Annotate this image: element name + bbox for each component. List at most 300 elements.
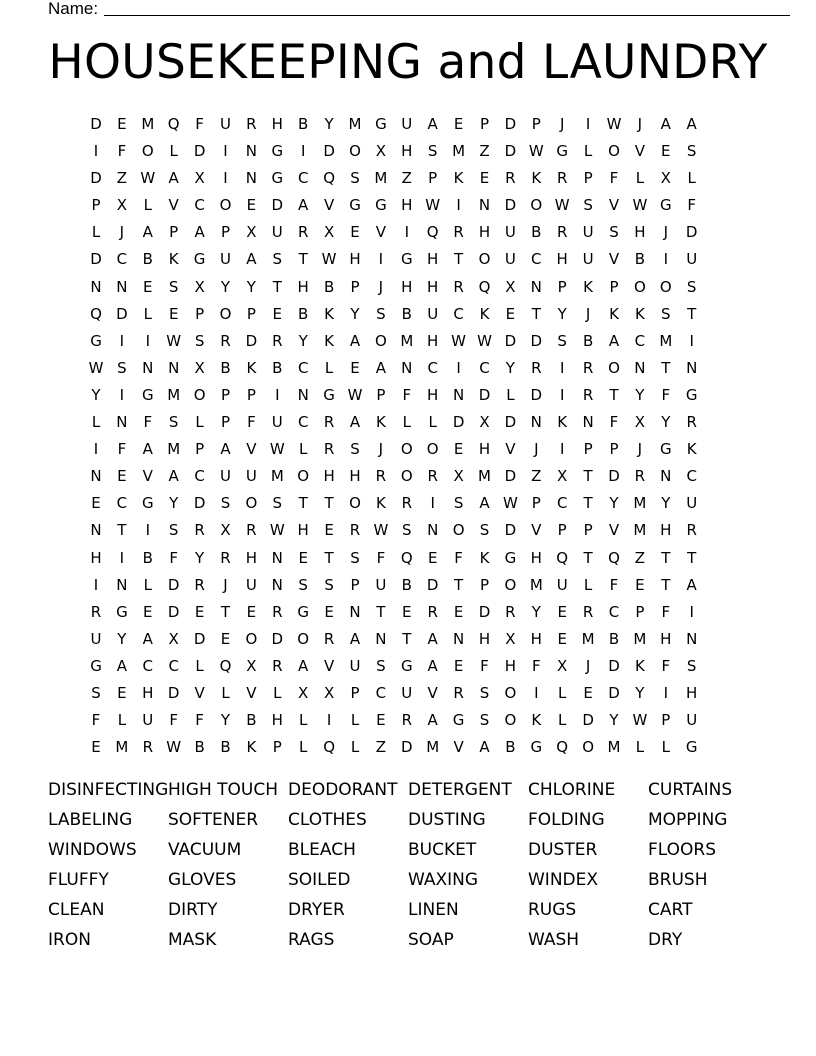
- grid-letter: O: [582, 738, 594, 757]
- grid-letter: S: [194, 331, 205, 350]
- grid-letter: X: [116, 196, 128, 215]
- grid-letter: H: [504, 656, 517, 675]
- grid-letter: D: [685, 223, 698, 242]
- grid-letter: A: [142, 629, 153, 648]
- grid-letter: S: [350, 548, 360, 567]
- grid-letter: A: [427, 629, 438, 648]
- grid-letter: O: [608, 142, 620, 161]
- grid-letter: K: [375, 413, 386, 432]
- grid-letter: C: [608, 602, 620, 621]
- grid-letter: E: [505, 304, 516, 323]
- grid-letter: T: [324, 494, 334, 513]
- grid-letter: B: [298, 115, 309, 133]
- grid-letter: I: [585, 115, 591, 133]
- grid-letter: B: [220, 358, 231, 377]
- grid-letter: N: [168, 358, 180, 377]
- grid-letter: H: [401, 142, 413, 161]
- grid-letter: Y: [195, 548, 205, 567]
- grid-letter: E: [272, 304, 283, 323]
- grid-letter: X: [246, 223, 257, 242]
- grid-letter: D: [167, 575, 180, 594]
- grid-letter: I: [663, 683, 669, 702]
- grid-letter: P: [195, 304, 205, 323]
- grid-letter: J: [637, 115, 643, 133]
- grid-letter: W: [451, 331, 467, 350]
- grid-letter: K: [634, 656, 645, 675]
- grid-letter: H: [297, 277, 309, 296]
- grid-letter: P: [350, 683, 360, 702]
- grid-letter: D: [323, 142, 335, 161]
- word-list-item: CLOTHES: [288, 810, 367, 830]
- grid-letter: P: [531, 115, 541, 133]
- grid-letter: H: [478, 629, 491, 648]
- grid-letter: C: [686, 467, 697, 486]
- grid-letter: X: [246, 656, 257, 675]
- grid-letter: D: [504, 467, 517, 486]
- grid-letter: V: [505, 440, 516, 459]
- grid-letter: E: [453, 440, 464, 459]
- grid-letter: U: [220, 467, 231, 486]
- grid-letter: H: [90, 548, 102, 567]
- grid-letter: N: [90, 521, 102, 540]
- grid-letter: G: [400, 250, 413, 269]
- grid-letter: F: [609, 413, 619, 432]
- grid-letter: I: [559, 358, 565, 377]
- grid-letter: B: [272, 358, 283, 377]
- grid-letter: P: [583, 521, 593, 540]
- grid-letter: T: [272, 277, 282, 296]
- grid-letter: O: [219, 304, 232, 323]
- grid-letter: V: [375, 223, 387, 242]
- grid-letter: T: [687, 548, 697, 567]
- grid-letter: D: [478, 385, 491, 404]
- grid-letter: T: [583, 548, 593, 567]
- grid-letter: S: [402, 521, 412, 540]
- grid-letter: I: [300, 142, 306, 161]
- name-write-line: [104, 15, 790, 16]
- grid-letter: E: [453, 115, 464, 133]
- grid-letter: M: [478, 467, 491, 486]
- grid-letter: T: [583, 494, 593, 513]
- grid-letter: V: [608, 196, 620, 215]
- grid-letter: O: [219, 196, 232, 215]
- grid-letter: T: [661, 548, 671, 567]
- grid-letter: F: [454, 548, 463, 567]
- grid-letter: S: [91, 683, 101, 702]
- word-list-item: GLOVES: [168, 870, 237, 890]
- grid-letter: V: [608, 521, 620, 540]
- grid-letter: T: [220, 602, 231, 621]
- grid-letter: T: [661, 358, 671, 377]
- word-list-item: HIGH TOUCH: [168, 780, 279, 800]
- grid-letter: K: [531, 169, 542, 188]
- grid-letter: O: [297, 629, 310, 648]
- grid-letter: H: [634, 223, 646, 242]
- grid-letter: R: [272, 656, 283, 675]
- grid-letter: Y: [635, 683, 645, 702]
- grid-letter: B: [323, 277, 335, 296]
- grid-letter: P: [583, 169, 593, 188]
- grid-letter: D: [90, 169, 102, 188]
- grid-letter: U: [245, 467, 257, 486]
- grid-letter: C: [556, 494, 568, 513]
- grid-letter: L: [506, 385, 515, 404]
- grid-letter: F: [195, 711, 204, 730]
- grid-letter: R: [453, 683, 464, 702]
- grid-letter: W: [425, 196, 441, 215]
- grid-letter: M: [452, 142, 466, 161]
- grid-letter: U: [686, 711, 698, 730]
- grid-letter: L: [91, 223, 101, 242]
- grid-letter: N: [245, 169, 257, 188]
- grid-letter: E: [583, 683, 593, 702]
- grid-letter: S: [117, 358, 127, 377]
- grid-letter: A: [608, 331, 620, 350]
- grid-letter: I: [275, 385, 280, 404]
- grid-letter: N: [116, 413, 128, 432]
- grid-letter: E: [557, 602, 567, 621]
- grid-letter: W: [321, 250, 337, 269]
- grid-letter: H: [401, 277, 413, 296]
- grid-letter: D: [582, 711, 594, 730]
- grid-letter: E: [117, 467, 127, 486]
- grid-letter: N: [271, 575, 283, 594]
- grid-letter: N: [530, 277, 542, 296]
- grid-letter: D: [90, 250, 102, 269]
- grid-letter: T: [298, 250, 308, 269]
- grid-letter: M: [607, 738, 621, 757]
- grid-letter: S: [350, 440, 360, 459]
- grid-letter: L: [299, 440, 308, 459]
- grid-letter: G: [530, 738, 543, 757]
- grid-letter: F: [661, 602, 671, 621]
- grid-letter: T: [531, 304, 541, 323]
- grid-letter: S: [479, 521, 490, 540]
- grid-letter: C: [479, 358, 490, 377]
- grid-letter: L: [299, 738, 308, 757]
- grid-letter: A: [246, 250, 257, 269]
- grid-letter: D: [193, 142, 206, 161]
- grid-letter: R: [556, 169, 568, 188]
- grid-letter: S: [220, 494, 231, 513]
- grid-letter: D: [167, 602, 180, 621]
- grid-letter: U: [686, 494, 698, 513]
- grid-letter: D: [271, 629, 284, 648]
- grid-letter: I: [378, 250, 384, 269]
- grid-letter: E: [402, 602, 412, 621]
- grid-letter: O: [633, 277, 646, 296]
- grid-letter: K: [479, 548, 490, 567]
- grid-letter: E: [376, 711, 386, 730]
- grid-letter: Y: [246, 277, 256, 296]
- grid-letter: Y: [635, 385, 645, 404]
- grid-letter: G: [659, 196, 672, 215]
- grid-letter: N: [90, 467, 102, 486]
- grid-letter: F: [661, 656, 671, 675]
- grid-letter: U: [504, 250, 516, 269]
- grid-letter: U: [375, 575, 387, 594]
- word-list-item: CLEAN: [48, 900, 105, 920]
- grid-letter: N: [245, 142, 257, 161]
- grid-letter: X: [479, 413, 490, 432]
- grid-letter: N: [349, 602, 361, 621]
- grid-letter: O: [349, 494, 361, 513]
- grid-letter: G: [271, 169, 284, 188]
- grid-letter: O: [141, 142, 154, 161]
- grid-letter: B: [298, 304, 309, 323]
- word-list-item: CHLORINE: [528, 780, 616, 800]
- word-list-item: FLOORS: [648, 840, 717, 860]
- grid-letter: S: [453, 494, 464, 513]
- grid-letter: L: [428, 413, 437, 432]
- word-list-item: CURTAINS: [648, 780, 733, 800]
- grid-letter: F: [687, 196, 696, 215]
- grid-letter: I: [534, 683, 539, 702]
- grid-letter: O: [193, 385, 206, 404]
- grid-letter: N: [660, 467, 672, 486]
- grid-letter: E: [453, 656, 464, 675]
- grid-letter: N: [478, 196, 491, 215]
- grid-letter: B: [401, 304, 412, 323]
- grid-letter: X: [323, 223, 335, 242]
- grid-letter: P: [531, 494, 541, 513]
- grid-letter: W: [528, 142, 544, 161]
- grid-letter: A: [220, 440, 231, 459]
- grid-letter: U: [686, 250, 698, 269]
- grid-letter: Q: [219, 656, 232, 675]
- grid-letter: I: [119, 331, 125, 350]
- grid-letter: G: [556, 142, 568, 161]
- grid-letter: P: [169, 223, 179, 242]
- grid-letter: G: [116, 602, 128, 621]
- grid-letter: L: [558, 711, 567, 730]
- grid-letter: R: [531, 358, 542, 377]
- grid-letter: H: [427, 277, 439, 296]
- grid-letter: B: [608, 629, 620, 648]
- grid-letter: M: [400, 331, 414, 350]
- grid-letter: N: [530, 413, 542, 432]
- grid-letter: R: [686, 413, 697, 432]
- grid-letter: C: [427, 358, 438, 377]
- grid-letter: R: [323, 440, 335, 459]
- grid-letter: X: [634, 413, 646, 432]
- word-list-item: BLEACH: [288, 840, 356, 860]
- grid-letter: F: [376, 548, 386, 567]
- grid-letter: M: [141, 115, 155, 133]
- grid-letter: G: [141, 494, 154, 513]
- grid-letter: R: [90, 602, 102, 621]
- grid-letter: S: [686, 142, 697, 161]
- grid-letter: C: [297, 413, 309, 432]
- grid-letter: A: [686, 115, 697, 133]
- grid-letter: U: [427, 304, 439, 323]
- grid-letter: P: [220, 385, 231, 404]
- grid-letter: Y: [220, 277, 231, 296]
- grid-letter: U: [556, 575, 568, 594]
- grid-letter: X: [194, 277, 205, 296]
- grid-letter: D: [116, 304, 128, 323]
- page-title: HOUSEKEEPING and LAUNDRY: [48, 35, 768, 90]
- grid-letter: Y: [324, 115, 334, 133]
- grid-letter: P: [91, 196, 101, 215]
- word-list-item: LINEN: [408, 900, 459, 920]
- grid-letter: Q: [323, 738, 335, 757]
- grid-letter: T: [376, 602, 386, 621]
- grid-letter: P: [272, 738, 282, 757]
- grid-letter: M: [581, 629, 595, 648]
- grid-letter: V: [246, 440, 257, 459]
- grid-letter: E: [246, 196, 257, 215]
- grid-letter: R: [401, 494, 413, 513]
- grid-letter: L: [324, 358, 334, 377]
- grid-letter: R: [427, 467, 438, 486]
- grid-letter: D: [504, 115, 517, 133]
- grid-letter: D: [452, 413, 465, 432]
- grid-letter: O: [245, 629, 258, 648]
- name-field: [48, 0, 748, 20]
- grid-letter: L: [661, 738, 670, 757]
- grid-letter: N: [271, 548, 283, 567]
- grid-letter: O: [426, 440, 439, 459]
- grid-letter: K: [324, 331, 335, 350]
- word-list-item: WINDEX: [528, 870, 599, 890]
- grid-letter: R: [323, 629, 335, 648]
- grid-letter: D: [608, 683, 620, 702]
- grid-letter: R: [427, 602, 438, 621]
- grid-letter: S: [479, 711, 490, 730]
- grid-letter: N: [582, 413, 594, 432]
- grid-letter: O: [374, 331, 387, 350]
- grid-letter: E: [427, 548, 438, 567]
- grid-letter: G: [90, 331, 102, 350]
- grid-letter: D: [504, 521, 517, 540]
- grid-letter: A: [298, 196, 309, 215]
- grid-letter: U: [90, 629, 102, 648]
- grid-letter: Y: [220, 711, 231, 730]
- grid-letter: R: [272, 331, 283, 350]
- grid-letter: V: [323, 196, 335, 215]
- grid-letter: D: [608, 467, 620, 486]
- grid-letter: Q: [323, 169, 335, 188]
- grid-letter: K: [246, 738, 257, 757]
- grid-letter: I: [559, 440, 565, 459]
- grid-letter: P: [428, 169, 438, 188]
- grid-letter: Y: [298, 331, 308, 350]
- grid-letter: R: [453, 223, 464, 242]
- grid-letter: K: [324, 304, 335, 323]
- grid-letter: N: [90, 277, 102, 296]
- grid-letter: A: [660, 115, 671, 133]
- grid-letter: I: [404, 223, 410, 242]
- grid-letter: V: [142, 467, 153, 486]
- grid-letter: R: [401, 711, 413, 730]
- grid-letter: N: [116, 277, 128, 296]
- grid-letter: U: [220, 115, 231, 133]
- grid-letter: V: [194, 683, 205, 702]
- grid-letter: W: [632, 711, 648, 730]
- grid-letter: D: [426, 575, 439, 594]
- grid-letter: D: [90, 115, 102, 133]
- word-list-item: WASH: [528, 930, 580, 950]
- grid-letter: F: [143, 413, 153, 432]
- grid-letter: I: [119, 385, 125, 404]
- grid-letter: K: [531, 711, 542, 730]
- grid-letter: R: [634, 467, 646, 486]
- grid-letter: X: [194, 358, 205, 377]
- grid-letter: Z: [531, 467, 542, 486]
- grid-letter: T: [583, 467, 593, 486]
- word-list-item: SOFTENER: [168, 810, 259, 830]
- grid-letter: S: [168, 413, 179, 432]
- grid-letter: Y: [350, 304, 360, 323]
- grid-letter: C: [116, 494, 128, 513]
- grid-letter: J: [378, 440, 384, 459]
- grid-letter: C: [168, 656, 179, 675]
- word-list-item: DISINFECTING: [48, 780, 169, 800]
- grid-letter: Q: [478, 277, 491, 296]
- grid-letter: H: [530, 548, 542, 567]
- grid-letter: T: [298, 494, 308, 513]
- grid-letter: I: [689, 331, 694, 350]
- grid-letter: I: [326, 711, 332, 730]
- grid-letter: H: [245, 548, 258, 567]
- grid-letter: A: [479, 494, 490, 513]
- grid-letter: G: [90, 656, 102, 675]
- grid-letter: Q: [426, 223, 439, 242]
- grid-letter: L: [143, 575, 152, 594]
- grid-letter: L: [687, 169, 696, 188]
- grid-letter: S: [168, 277, 179, 296]
- grid-letter: S: [479, 683, 490, 702]
- grid-letter: G: [375, 115, 387, 133]
- grid-letter: S: [272, 250, 283, 269]
- grid-letter: T: [117, 521, 127, 540]
- grid-letter: U: [349, 656, 361, 675]
- grid-letter: A: [298, 656, 309, 675]
- grid-letter: C: [297, 169, 309, 188]
- grid-letter: E: [117, 683, 127, 702]
- grid-letter: U: [582, 250, 594, 269]
- grid-letter: B: [634, 250, 646, 269]
- grid-letter: A: [142, 223, 153, 242]
- grid-letter: I: [663, 250, 669, 269]
- grid-letter: W: [373, 521, 389, 540]
- grid-letter: R: [505, 169, 516, 188]
- grid-letter: S: [609, 223, 619, 242]
- grid-letter: L: [350, 738, 360, 757]
- grid-letter: Q: [556, 738, 569, 757]
- grid-letter: K: [583, 277, 594, 296]
- grid-letter: G: [400, 656, 413, 675]
- grid-letter: P: [557, 521, 567, 540]
- grid-letter: P: [583, 440, 593, 459]
- grid-letter: R: [582, 385, 594, 404]
- grid-letter: M: [659, 331, 673, 350]
- grid-letter: J: [559, 115, 565, 133]
- grid-letter: D: [530, 385, 543, 404]
- grid-letter: A: [194, 223, 205, 242]
- grid-letter: A: [479, 738, 490, 757]
- grid-letter: R: [686, 521, 697, 540]
- grid-letter: O: [400, 467, 413, 486]
- grid-letter: A: [116, 656, 128, 675]
- grid-letter: P: [557, 277, 567, 296]
- grid-letter: B: [220, 738, 231, 757]
- grid-letter: P: [609, 277, 619, 296]
- grid-letter: E: [350, 358, 360, 377]
- grid-letter: R: [375, 467, 387, 486]
- word-list-item: VACUUM: [168, 840, 242, 860]
